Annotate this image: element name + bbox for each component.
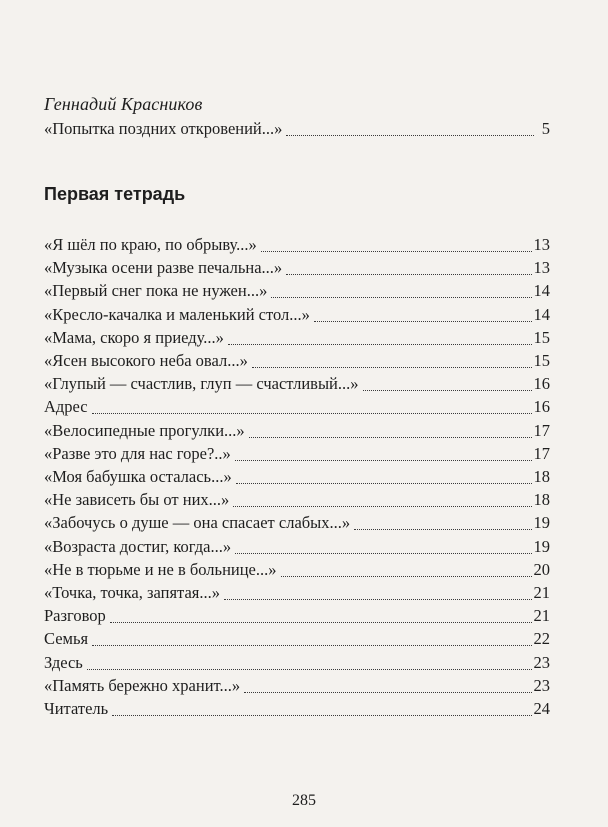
toc-entry-intro xyxy=(44,118,550,140)
toc-entry-title: «Попытка поздних откровений...» xyxy=(44,119,283,138)
toc-entry xyxy=(44,373,550,395)
dot-leader xyxy=(224,598,532,600)
toc-entry-page: 21 xyxy=(533,583,550,602)
toc-entry xyxy=(44,489,550,511)
toc-entry xyxy=(44,304,550,326)
toc-entry-page: 17 xyxy=(533,443,550,463)
toc-entry-title: Семья xyxy=(44,629,89,649)
toc-entry-page: 18 xyxy=(533,467,550,486)
toc-entry-page: 15 xyxy=(533,327,550,347)
dot-leader xyxy=(286,273,531,275)
dot-leader xyxy=(233,505,531,507)
toc-entry xyxy=(44,257,550,279)
toc-entry-title: «Не в тюрьме и не в больнице...» xyxy=(44,559,277,579)
toc-entry xyxy=(44,512,550,534)
toc-entry-title: «Моя бабушка осталась...» xyxy=(44,467,232,486)
toc-entry xyxy=(44,280,550,302)
toc-entry-title: «Возраста достиг, когда...» xyxy=(44,536,232,556)
dot-leader xyxy=(87,668,532,670)
toc-entry-page: 17 xyxy=(533,420,550,440)
dot-leader xyxy=(244,691,531,693)
toc-entry-page: 19 xyxy=(533,513,550,533)
toc-entry-title: «Не зависеть бы от них...» xyxy=(44,490,230,510)
page-number: 285 xyxy=(292,792,316,809)
dot-leader xyxy=(112,714,531,716)
toc-entry xyxy=(44,698,550,720)
toc-entry-page: 14 xyxy=(533,281,550,301)
toc-entry-page: 13 xyxy=(533,235,550,254)
toc-entry-title: «Точка, точка, запятая...» xyxy=(44,583,220,602)
dot-leader xyxy=(249,436,532,438)
toc-entry-title: «Мама, скоро я приеду...» xyxy=(44,327,224,347)
toc-entry-page: 23 xyxy=(533,652,550,672)
toc-entry-title: «Память бережно хранит...» xyxy=(44,675,241,695)
toc-entry-title: Здесь xyxy=(44,652,83,672)
toc-entry-page: 19 xyxy=(533,536,550,556)
dot-leader xyxy=(236,482,532,484)
toc-entry xyxy=(44,443,550,465)
toc-entry-title: «Велосипедные прогулки...» xyxy=(44,420,245,440)
author-name: Геннадий Красников xyxy=(44,94,203,114)
toc-entry xyxy=(44,628,550,650)
toc-entry-title: «Забочусь о душе — она спасает слабых...» xyxy=(44,513,351,533)
toc-entry xyxy=(44,559,550,581)
toc-entry xyxy=(44,420,550,442)
dot-leader xyxy=(228,343,532,345)
toc-entry-page: 24 xyxy=(533,699,550,718)
toc-entry-title: «Музыка осени разве печальна...» xyxy=(44,258,283,278)
toc-entry xyxy=(44,350,550,372)
dot-leader xyxy=(110,621,532,623)
toc-entry-title: Читатель xyxy=(44,699,109,718)
dot-leader xyxy=(92,412,532,414)
dot-leader xyxy=(261,250,532,252)
toc-entry xyxy=(44,675,550,697)
toc-entry-page: 22 xyxy=(533,629,550,649)
toc-entry-page: 15 xyxy=(533,351,550,370)
toc-entry-title: «Я шёл по краю, по обрыву...» xyxy=(44,235,257,254)
toc-entry xyxy=(44,327,550,349)
dot-leader xyxy=(235,459,532,461)
toc-entry xyxy=(44,582,550,604)
toc-entry xyxy=(44,605,550,627)
toc-entry-title: «Разве это для нас горе?..» xyxy=(44,443,231,463)
dot-leader xyxy=(354,528,531,530)
toc-entry-title: «Глупый — счастлив, глуп — счастливый...» xyxy=(44,374,359,394)
dot-leader xyxy=(286,134,534,136)
dot-leader xyxy=(271,296,531,298)
dot-leader xyxy=(281,575,532,577)
toc-entry-page: 23 xyxy=(533,675,550,695)
toc-entry xyxy=(44,466,550,488)
toc-entry-title: «Ясен высокого неба овал...» xyxy=(44,351,248,370)
toc-entry-title: Разговор xyxy=(44,606,106,626)
toc-entry-page: 21 xyxy=(533,606,550,626)
dot-leader xyxy=(235,552,531,554)
toc-entry-title: «Первый снег пока не нужен...» xyxy=(44,281,268,301)
dot-leader xyxy=(92,644,531,646)
dot-leader xyxy=(363,389,532,391)
dot-leader xyxy=(252,366,532,368)
toc-entry-page: 18 xyxy=(533,490,550,510)
toc-entry-title: «Кресло-качалка и маленький стол...» xyxy=(44,304,310,324)
toc-entry-page: 14 xyxy=(533,304,550,324)
toc-entry xyxy=(44,652,550,674)
section-title: Первая тетрадь xyxy=(44,184,186,204)
toc-entry-page: 5 xyxy=(541,119,550,138)
toc-entry-page: 20 xyxy=(533,559,550,579)
toc-entry-title: Адрес xyxy=(44,397,88,417)
toc-entry xyxy=(44,396,550,418)
toc-entry-page: 13 xyxy=(533,258,550,278)
toc-entry-page: 16 xyxy=(533,374,550,394)
dot-leader xyxy=(314,320,532,322)
toc-entry xyxy=(44,536,550,558)
toc-entry-page: 16 xyxy=(533,397,550,417)
toc-entry xyxy=(44,234,550,256)
